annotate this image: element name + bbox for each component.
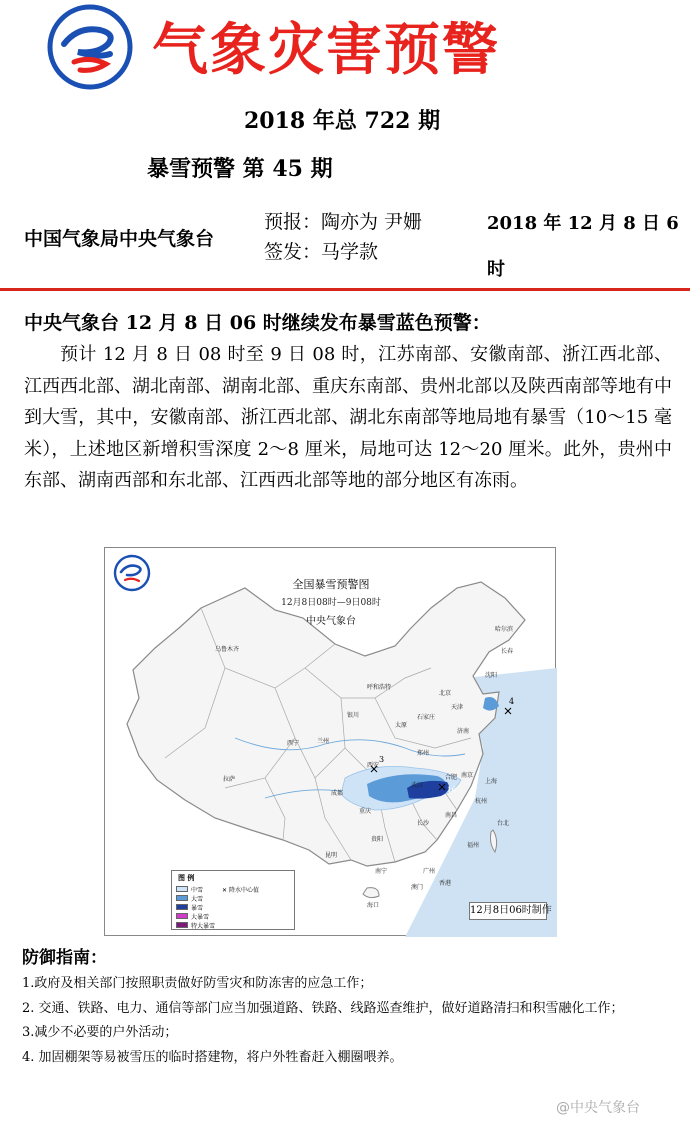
city-label: 西安	[367, 762, 380, 769]
guide-list	[22, 972, 674, 1070]
city-label: 香港	[439, 880, 452, 887]
issue-total-number: 2018 年总 722 期	[244, 108, 441, 134]
city-label: 济南	[457, 728, 470, 735]
city-label: 昆明	[325, 852, 338, 859]
guide-item: 2. 交通、铁路、电力、通信等部门应当加强道路、铁路、线路巡查维护，做好道路清扫和积雪融化工作；	[22, 1000, 624, 1016]
legend-title: 图 例	[178, 874, 195, 882]
city-label: 成都	[331, 790, 344, 797]
issuing-agency: 中国气象局中央气象台	[24, 228, 215, 250]
city-label: 哈尔滨	[495, 626, 514, 633]
city-label: 广州	[423, 868, 436, 875]
legend-swatch	[176, 922, 188, 928]
map-made-time: 12月8日06时制作	[469, 902, 547, 920]
city-label: 贵阳	[371, 836, 384, 843]
alert-heading: 中央气象台 12 月 8 日 06 时继续发布暴雪蓝色预警：	[24, 312, 491, 334]
city-label: 澳门	[411, 884, 424, 891]
legend-swatch	[176, 895, 188, 901]
legend-center-marker	[222, 885, 259, 894]
snow-warning-map	[104, 547, 556, 936]
city-label: 北京	[439, 690, 452, 697]
legend-item	[176, 894, 203, 902]
city-label: 杭州	[475, 798, 488, 805]
legend-item	[176, 903, 203, 911]
weibo-watermark: @中央气象台	[556, 1100, 640, 1116]
city-label: 福州	[467, 842, 480, 849]
legend-label: 大暴雪	[191, 913, 210, 921]
map-organization: 中央气象台	[306, 616, 356, 627]
city-label: 太原	[395, 722, 408, 729]
guide-title: 防御指南：	[22, 948, 107, 968]
legend-swatch	[176, 886, 188, 892]
legend-label: 特大暴雪	[191, 922, 216, 930]
signer-line: 签发：马学款	[264, 241, 379, 263]
map-legend	[171, 870, 295, 930]
cma-logo	[44, 4, 136, 90]
map-title: 全国暴雪预警图	[292, 578, 370, 591]
city-label: 长春	[501, 648, 514, 655]
guide-item: 1.政府及相关部门按照职责做好防雪灾和防冻害的应急工作；	[22, 976, 373, 991]
legend-label: 大雪	[191, 895, 204, 903]
city-label: 银川	[347, 712, 360, 719]
snow-center-value: 3	[379, 755, 385, 764]
city-label: 乌鲁木齐	[215, 646, 240, 653]
legend-item	[176, 912, 209, 920]
forecaster-line: 预报：陶亦为 尹姗	[264, 211, 423, 233]
snow-center-value: 16	[447, 786, 456, 794]
legend-swatch	[176, 913, 188, 919]
city-label: 沈阳	[485, 672, 498, 679]
city-label: 呼和浩特	[367, 684, 392, 691]
cross-marker-icon: ✕	[222, 887, 228, 894]
city-label: 石家庄	[417, 714, 436, 721]
snow-center-value: 4	[509, 697, 515, 706]
header-divider	[0, 288, 690, 291]
city-label: 合肥	[445, 774, 458, 781]
staff-block	[264, 207, 422, 267]
alert-body: 预计 12 月 8 日 08 时至 9 日 08 时，江苏南部、安徽南部、浙江西北部、江西西北部、湖北南部、湖南北部、重庆东南部、贵州北部以及陕西南部等地有中到大雪，其中，安徽南部、浙江西北部、湖北东南部等地局地有暴雪（10～15 毫米），上述地区新增积雪深度 2～8 厘米，局地可达 12～20 厘米。此外，贵州中东部、湖南西部和东北部、江西西北部等地的部分地区有冻雨。	[24, 344, 672, 491]
legend-item	[176, 885, 203, 893]
city-label: 长沙	[417, 820, 430, 827]
legend-swatch	[176, 904, 188, 910]
city-label: 郑州	[417, 750, 430, 757]
city-label: 南宁	[375, 868, 388, 875]
city-label: 拉萨	[223, 776, 236, 783]
city-label: 重庆	[359, 808, 372, 815]
legend-item	[176, 921, 215, 929]
legend-center-label: 降水中心值	[228, 887, 259, 894]
city-label: 南京	[461, 772, 474, 779]
city-label: 武汉	[411, 782, 424, 789]
issue-date: 2018 年 12 月 8 日 6 时	[487, 213, 679, 280]
city-label: 海口	[367, 902, 380, 909]
issue-subtitle: 暴雪预警 第 45 期	[147, 156, 333, 182]
city-label: 西宁	[287, 740, 300, 747]
map-time-range: 12月8日08时—9日08时	[281, 598, 381, 608]
city-label: 南昌	[445, 812, 458, 819]
guide-item: 4. 加固棚架等易被雪压的临时搭建物，将户外牲畜赶入棚圈喂养。	[22, 1049, 403, 1065]
legend-label: 中雪	[191, 886, 204, 894]
document-title: 气象灾害预警	[152, 18, 500, 83]
legend-label: 暴雪	[191, 904, 204, 912]
guide-item: 3.减少不必要的户外活动；	[22, 1025, 178, 1040]
city-label: 上海	[485, 778, 498, 785]
city-label: 兰州	[317, 738, 330, 745]
city-label: 台北	[497, 820, 510, 827]
city-label: 天津	[451, 704, 464, 711]
